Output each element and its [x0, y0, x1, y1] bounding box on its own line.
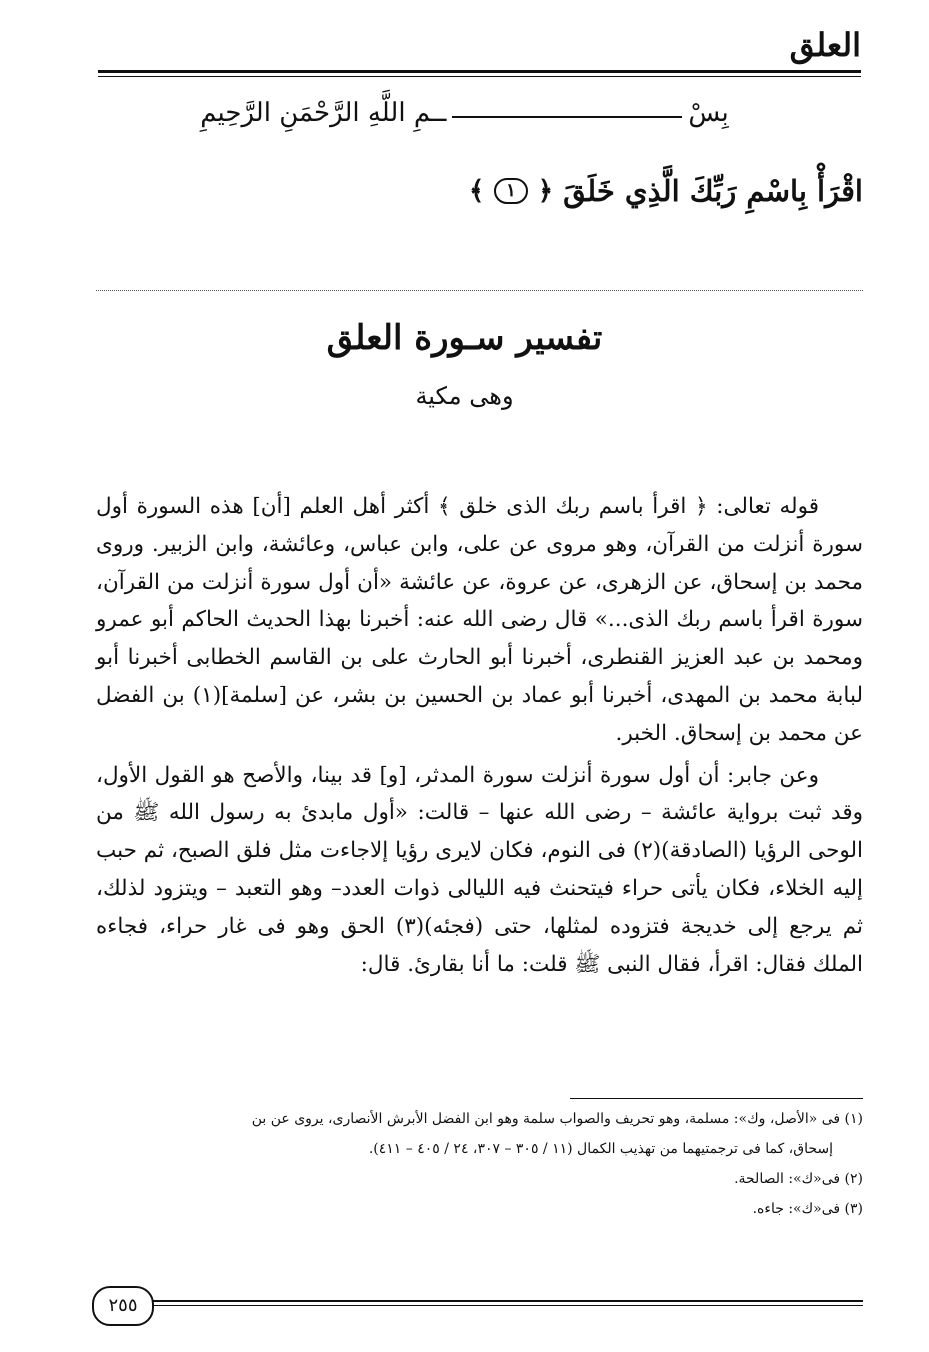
verse-bracket-close: ﴾	[468, 176, 485, 206]
basmala-start: بِسْ	[688, 98, 729, 128]
header-rule	[98, 70, 861, 73]
verse-text: اقْرَأْ بِاسْمِ رَبِّكَ الَّذِي خَلَقَ	[563, 174, 863, 208]
basmala-end: ــمِ اللَّهِ الرَّحْمَنِ الرَّحِيمِ	[200, 98, 447, 128]
section-divider	[96, 290, 863, 291]
basmala-extension-line	[452, 116, 682, 118]
running-head: العلق	[789, 26, 861, 64]
footnote-rule	[570, 1098, 863, 1099]
header-rule-thin	[98, 76, 861, 77]
verse-bracket-open: ﴿	[537, 176, 554, 206]
folio-rule	[150, 1300, 863, 1302]
surah-title: تفسير سـورة العلق	[326, 318, 603, 358]
basmala	[0, 98, 929, 128]
surah-subtitle: وهى مكية	[415, 382, 514, 410]
footnote-1-continued: إسحاق، كما فى ترجمتيهما من تهذيب الكمال (١١ / ٣٠٥ – ٣٠٧، ٢٤ / ٤٠٥ – ٤١١).	[368, 1141, 833, 1157]
verse-number: ١	[494, 178, 528, 204]
body-text	[96, 488, 863, 987]
quran-verse	[469, 174, 863, 208]
footnote-2: (٢) فى«ك»: الصالحة.	[734, 1171, 863, 1187]
folio-rule-thin	[150, 1305, 863, 1306]
page-number: ٢٥٥	[92, 1286, 154, 1326]
footnote-3: (٣) فى«ك»: جاءه.	[752, 1201, 863, 1217]
body-paragraph-2: وعن جابر: أن أول سورة أنزلت سورة المدثر، [و] قد بينا، والأصح هو القول الأول، وقد ثبت برواية عائشة – رضى الله عنها – قالت: «أول مابدئ به رسول الله ﷺ من الوحى الرؤيا (الصادقة)(٢) فى النوم، فكان لايرى رؤيا إلاجاءت مثل فلق الصبح، ثم حبب إليه الخلاء، فكان يأتى حراء فيتحنث فيه الليالى ذوات العدد– وهو التعبد – ويتزود لذلك، ثم يرجع إلى خديجة فتزوده لمثلها، حتى (فجئه)(٣) الحق وهو فى غار حراء، فجاءه الملك فقال: اقرأ، فقال النبى ﷺ قلت: ما أنا بقارئ. قال:	[96, 762, 863, 977]
footnote-1: (١) فى «الأصل، وك»: مسلمة، وهو تحريف والصواب سلمة وهو ابن الفضل الأبرش الأنصارى، يروى عن بن	[251, 1111, 863, 1127]
footnotes	[96, 1104, 863, 1224]
body-paragraph-1: قوله تعالى: ﴿ اقرأ باسم ربك الذى خلق ﴾ أكثر أهل العلم [أن] هذه السورة أول سورة أنزلت من القرآن، وهو مروى عن على، وابن عباس، وعائشة، وابن الزبير. وروى محمد بن إسحاق، عن الزهرى، عن عروة، عن عائشة «أن أول سورة أنزلت من القرآن، سورة اقرأ باسم ربك الذى...» قال رضى الله عنه: أخبرنا بهذا الحديث الحاكم أبو عمرو ومحمد بن عبد العزيز القنطرى، أخبرنا أبو الحارث على بن القاسم الخطابى أخبرنا أبو لبابة محمد بن المهدى، أخبرنا أبو عماد بن الحسين بن بشر، عن [سلمة](١) بن الفضل عن محمد بن إسحاق. الخبر.	[96, 494, 863, 746]
